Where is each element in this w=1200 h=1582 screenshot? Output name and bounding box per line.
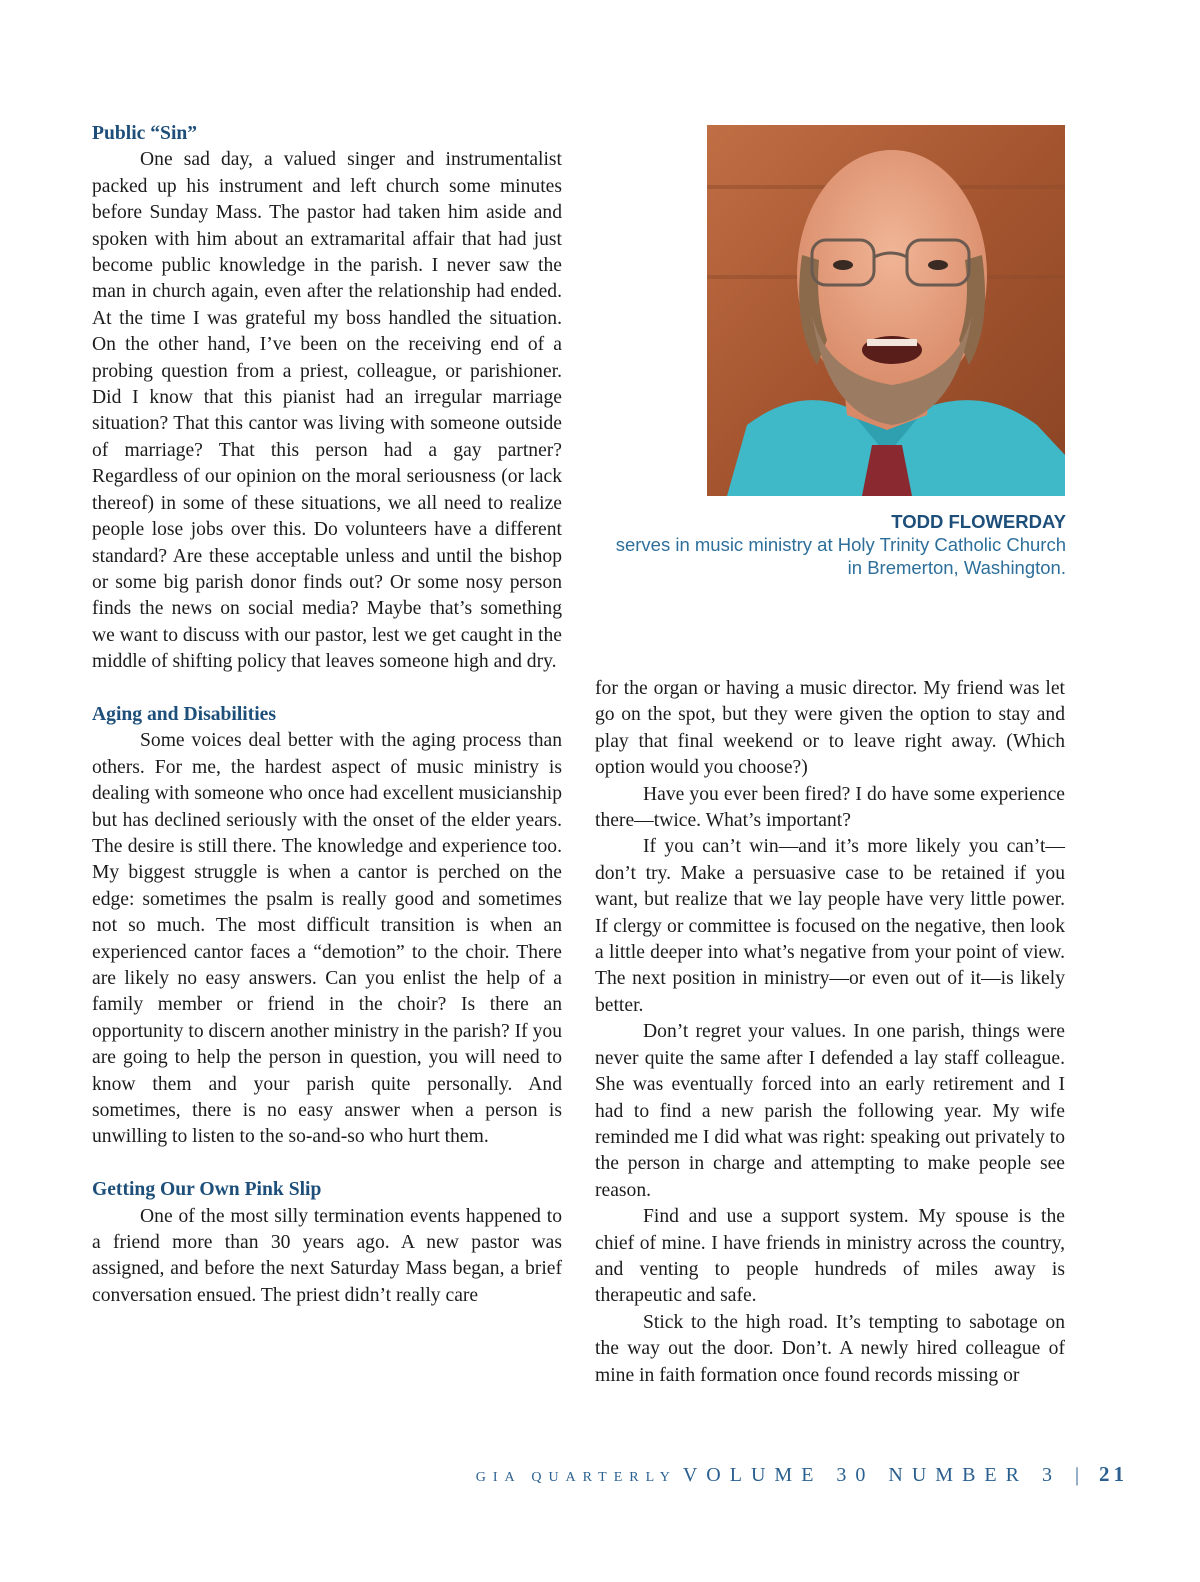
- paragraph: Find and use a support system. My spouse is the chief of mine. I have friends in ministry across the country, and venting to people hundreds of miles away is therapeutic and safe.: [595, 1206, 1065, 1307]
- paragraph: Have you ever been fired? I do have some experience there—twice. What’s important?: [595, 783, 1065, 832]
- section-heading-aging: Aging and Disabilities: [92, 703, 277, 725]
- volume-number: VOLUME 30 NUMBER 3: [682, 1464, 1061, 1486]
- left-column: [92, 121, 562, 1309]
- paragraph: Stick to the high road. It’s tempting to sabotage on the way out the door. Don’t. A newly hired colleague of mine in faith formation once found records missing or: [595, 1311, 1065, 1386]
- author-caption: [600, 510, 1066, 579]
- author-photo: [707, 125, 1065, 496]
- author-name: TODD FLOWERDAY: [891, 511, 1066, 532]
- paragraph: One sad day, a valued singer and instrumentalist packed up his instrument and left church some minutes before Sunday Mass. The pastor had taken him aside and spoken with him about an extramarital affair that had just become public knowledge in the parish. I never saw the man in church again, even after the relationship had ended. At the time I was grateful my boss handled the situation. On the other hand, I’ve been on the receiving end of a probing question from a priest, colleague, or parishioner. Did I know that this pianist had an irregular marriage situation? That this cantor was living with someone outside of marriage? That this person had a gay partner? Regardless of our opinion on the moral seriousness (or lack thereof) in some of these situations, we all need to realize people lose jobs over this. Do volunteers have a different standard? Are these acceptable unless and until the bishop or some big parish donor finds out? Or some nosy person finds the news on social media? Maybe that’s something we want to discuss with our pastor, lest we get caught in the middle of shifting policy that leaves someone high and dry.: [92, 149, 562, 673]
- author-bio: serves in music ministry at Holy Trinity Catholic Church in Bremerton, Washington.: [615, 534, 1066, 578]
- section-heading-public-sin: Public “Sin”: [92, 123, 198, 144]
- page-number: 21: [1099, 1462, 1128, 1486]
- right-column: [595, 676, 1065, 1389]
- paragraph: Some voices deal better with the aging process than others. For me, the hardest aspect of music ministry is dealing with someone who once had excellent musicianship but has declined seriously with the onset of the elder years. The desire is still there. The knowledge and experience too. My biggest struggle is when a cantor is perched on the edge: sometimes the psalm is really good and sometimes not so much. The most difficult transition is when an experienced cantor faces a “demotion” to the choir. There are likely no easy answers. Can you enlist the help of a family member or friend in the choir? Is there an opportunity to discern another ministry in the parish? If you are going to help the person in question, you will need to know them and your parish quite personally. And sometimes, there is no easy answer when a person is unwilling to listen to the so-and-so who hurt them.: [92, 730, 562, 1148]
- footer-separator: |: [1074, 1464, 1079, 1486]
- paragraph: If you can’t win—and it’s more likely you can’t—don’t try. Make a persuasive case to be retained if you want, but realize that we lay people have very little power. If clergy or committee is focused on the negative, then look a little deeper into what’s negative from your point of view. The next position in ministry—or even out of it—is likely better.: [595, 836, 1065, 1016]
- section-heading-pink-slip: Getting Our Own Pink Slip: [92, 1179, 322, 1201]
- paragraph: for the organ or having a music director. My friend was let go on the spot, but they were given the option to stay and play that final weekend or to leave right away. (Which option would you choose?): [595, 678, 1065, 779]
- publication-name: GIA QUARTERLY: [475, 1470, 677, 1485]
- paragraph: One of the most silly termination events happened to a friend more than 30 years ago. A new pastor was assigned, and before the next Saturday Mass began, a brief conversation ensued. The priest didn’t really care: [92, 1205, 562, 1306]
- paragraph: Don’t regret your values. In one parish, things were never quite the same after I defended a lay staff colleague. She was eventually forced into an early retirement and I had to find a new parish the following year. My wife reminded me I did what was right: speaking out privately to the person in charge and attempting to make people see reason.: [595, 1021, 1065, 1201]
- page-footer: [476, 1462, 1128, 1492]
